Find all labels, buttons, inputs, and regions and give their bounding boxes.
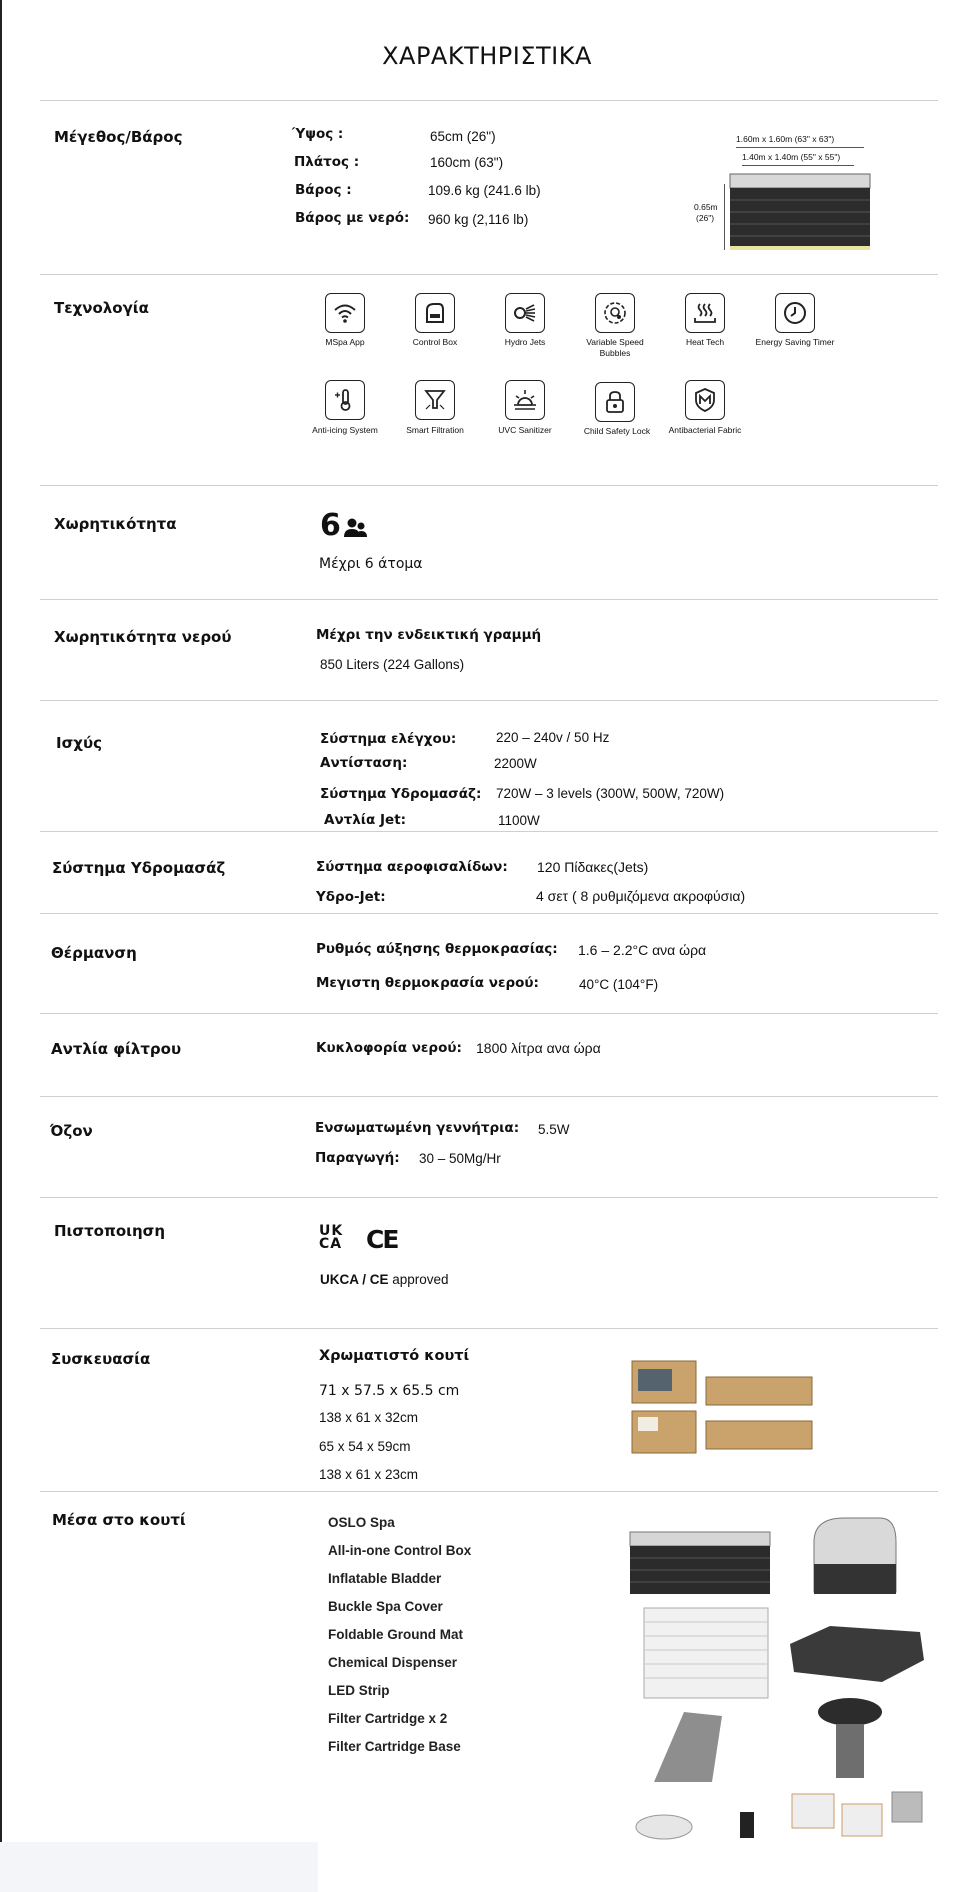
packaging-label: Χρωματιστό κουτί [319, 1348, 470, 1364]
heat-icon [685, 293, 725, 333]
massage-system-label: Σύστημα Υδρομασάζ: [320, 786, 482, 802]
size-heading: Μέγεθος/Βάρος [54, 128, 183, 146]
thermometer-icon [325, 380, 365, 420]
heating-rate-value: 1.6 – 2.2°C ανα ώρα [578, 942, 707, 958]
divider [40, 100, 938, 101]
left-border [0, 0, 2, 1892]
hydro-heading: Σύστημα Υδρομασάζ [52, 859, 226, 877]
capacity-text: Μέχρι 6 άτομα [319, 556, 423, 572]
sun-icon [505, 380, 545, 420]
control-system-value: 220 – 240v / 50 Hz [496, 730, 610, 745]
spa-image [726, 170, 874, 260]
max-temp-value: 40°C (104°F) [579, 977, 659, 992]
page-title: ΧΑΡΑΚΤΗΡΙΣΤΙΚΑ [382, 42, 592, 70]
package-size: 65 x 54 x 59cm [319, 1439, 411, 1454]
lock-icon [595, 382, 635, 422]
divider [40, 274, 938, 275]
dim-height-in-label: (26") [696, 213, 715, 223]
weight-value: 109.6 kg (241.6 lb) [428, 183, 541, 198]
water-capacity-label: Μέχρι την ενδεικτική γραμμή [316, 627, 542, 643]
hydro-jet-label: Υδρο-Jet: [316, 889, 386, 905]
package-size: 138 x 61 x 32cm [319, 1410, 419, 1425]
tech-label: Anti-icing System [312, 425, 378, 435]
ozone-heading: Όζον [50, 1122, 93, 1140]
water-capacity-value: 850 Liters (224 Gallons) [320, 657, 465, 672]
packaging-heading: Συσκευασία [51, 1350, 151, 1368]
control-system-label: Σύστημα ελέγχου: [320, 731, 457, 747]
divider [40, 1013, 938, 1014]
width-label: Πλάτος : [294, 154, 360, 170]
box-contents-image [620, 1512, 940, 1842]
capacity-heading: Χωρητικότητα [54, 515, 177, 533]
wifi-icon [325, 293, 365, 333]
approval-text: UKCA / CE approved [320, 1272, 449, 1287]
filter-icon [415, 380, 455, 420]
air-bubble-label: Σύστημα αεροφισαλίδων: [316, 859, 508, 875]
heater-value: 2200W [494, 756, 537, 771]
heating-rate-label: Ρυθμός αύξησης θερμοκρασίας: [316, 941, 558, 957]
list-item: Filter Cartridge Base [328, 1739, 461, 1754]
ukca-logo-top: UK [319, 1223, 344, 1239]
divider [40, 599, 938, 600]
max-temp-label: Μεγιστη θερμοκρασία νερού: [316, 975, 539, 991]
divider [40, 1491, 938, 1492]
height-value: 65cm (26") [430, 129, 496, 144]
ukca-logo [319, 1225, 343, 1251]
circulation-label: Κυκλοφορία νερού: [316, 1040, 462, 1056]
ukca-logo-bottom: CA [319, 1236, 343, 1252]
list-item: LED Strip [328, 1683, 390, 1698]
dim-outer-label: 1.60m x 1.60m (63" x 63") [736, 134, 835, 144]
tech-label: Heat Tech [685, 337, 725, 347]
list-item: All-in-one Control Box [328, 1543, 472, 1558]
divider [40, 700, 938, 701]
divider [40, 1096, 938, 1097]
power-heading: Ισχύς [56, 734, 102, 752]
list-item: Foldable Ground Mat [328, 1627, 463, 1642]
filter-heading: Αντλία φίλτρου [51, 1040, 182, 1058]
list-item: OSLO Spa [328, 1515, 395, 1530]
tech-label: MSpa App [325, 337, 365, 347]
shield-icon [685, 380, 725, 420]
package-size: 138 x 61 x 23cm [319, 1467, 419, 1482]
generator-label: Ενσωματωμένη γεννήτρια: [315, 1120, 520, 1136]
capacity-number: 6 [320, 508, 341, 543]
bubbles-icon [595, 293, 635, 333]
height-label: Ύψος : [292, 126, 344, 142]
divider [40, 831, 938, 832]
tech-label: UVC Sanitizer [498, 425, 552, 435]
tech-label: Variable Speed Bubbles [586, 337, 644, 358]
divider [40, 1328, 938, 1329]
dim-inner-label: 1.40m x 1.40m (55" x 55") [742, 152, 841, 162]
hydro-jet-value: 4 σετ ( 8 ρυθμιζόμενα ακροφύσια) [536, 888, 746, 904]
divider [40, 913, 938, 914]
massage-system-value: 720W – 3 levels (300W, 500W, 720W) [496, 786, 725, 801]
technology-heading: Τεχνολογία [54, 299, 149, 317]
air-bubble-value: 120 Πίδακες(Jets) [537, 859, 649, 875]
list-item: Buckle Spa Cover [328, 1599, 443, 1614]
list-item: Filter Cartridge x 2 [328, 1711, 448, 1726]
footer-band [0, 1842, 974, 1892]
list-item: Chemical Dispenser [328, 1655, 458, 1670]
heating-heading: Θέρμανση [51, 944, 137, 962]
divider [40, 485, 938, 486]
hydro-jets-icon [505, 293, 545, 333]
jet-pump-label: Αντλία Jet: [324, 812, 407, 828]
water-weight-value: 960 kg (2,116 lb) [428, 212, 529, 227]
spa-dimension-diagram [690, 132, 880, 262]
generator-value: 5.5W [538, 1122, 570, 1137]
tech-label: Child Safety Lock [583, 426, 651, 436]
package-size: 71 x 57.5 x 65.5 cm [319, 1383, 460, 1399]
water-capacity-heading: Χωρητικότητα νερού [54, 628, 232, 646]
heater-label: Αντίσταση: [320, 755, 408, 771]
weight-label: Βάρος : [295, 182, 352, 198]
jet-pump-value: 1100W [498, 813, 540, 828]
people-icon [343, 517, 369, 539]
packaging-boxes-image [628, 1355, 818, 1460]
width-value: 160cm (63") [430, 155, 504, 170]
box-contents-heading: Μέσα στο κουτί [52, 1511, 186, 1529]
ce-logo: CE [366, 1225, 398, 1254]
dim-height-label: 0.65m [694, 202, 718, 212]
list-item: Inflatable Bladder [328, 1571, 442, 1586]
tech-label: Control Box [412, 337, 458, 347]
tech-label: Smart Filtration [406, 425, 464, 435]
tech-label: Hydro Jets [504, 337, 546, 347]
tech-label: Energy Saving Timer [755, 337, 835, 347]
circulation-value: 1800 λίτρα ανα ώρα [476, 1040, 601, 1056]
divider [40, 1197, 938, 1198]
certification-heading: Πιστοποιηση [54, 1222, 166, 1240]
clock-icon [775, 293, 815, 333]
production-value: 30 – 50Mg/Hr [419, 1151, 501, 1166]
production-label: Παραγωγή: [315, 1150, 400, 1166]
tech-label: Antibacterial Fabric [668, 425, 742, 435]
control-box-icon [415, 293, 455, 333]
water-weight-label: Βάρος με νερό: [295, 210, 410, 226]
